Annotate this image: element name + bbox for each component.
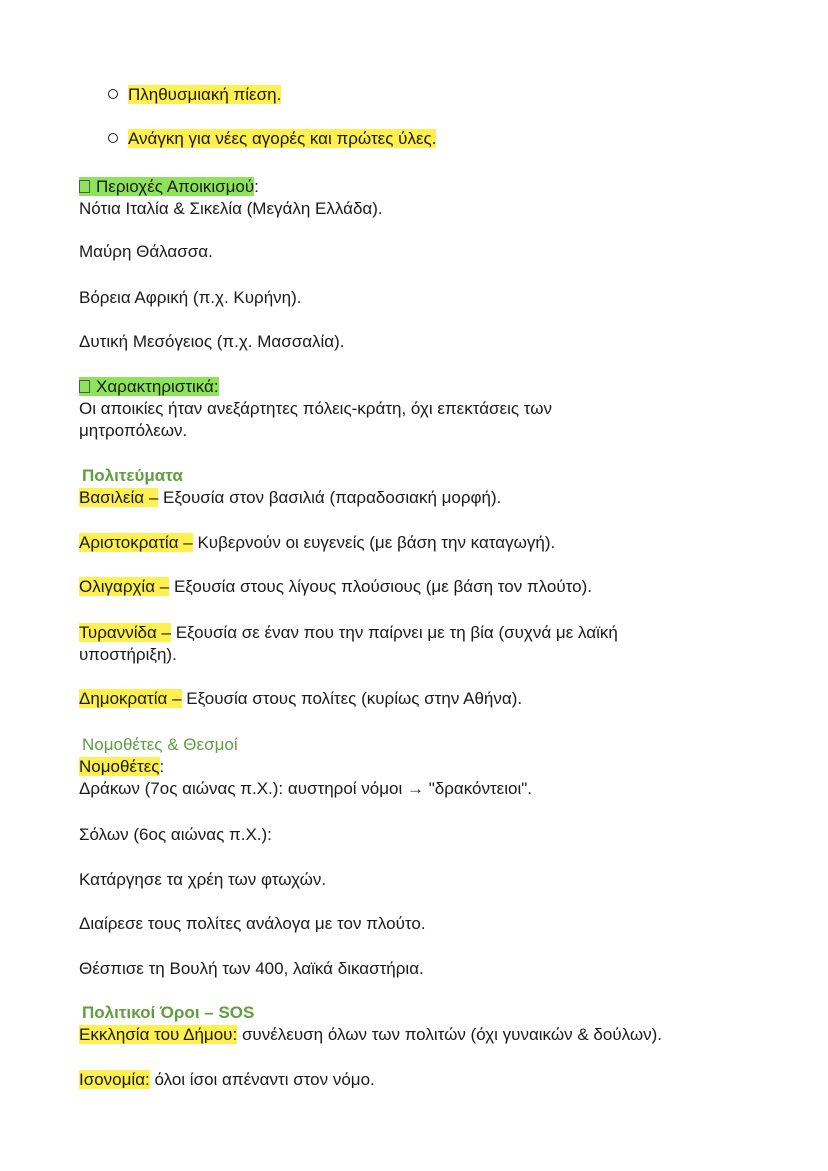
lawgivers-heading: Νομοθέτες & Θεσμοί: [82, 735, 238, 754]
bullet-item: [108, 128, 436, 150]
bullet-text: Πληθυσμιακή πίεση.: [128, 85, 282, 104]
polity-term: Βασιλεία –: [79, 488, 159, 507]
polity-item: [79, 532, 555, 554]
hollow-circle-bullet-icon: [108, 89, 118, 99]
polity-term: Δημοκρατία –: [79, 689, 182, 708]
term-item: [79, 1024, 662, 1046]
polity-item: [79, 688, 522, 710]
features-heading: Χαρακτηριστικά:: [79, 376, 219, 398]
areas-heading: Περιοχές Αποικισμού:: [79, 176, 259, 198]
solon-line: Σόλων (6ος αιώνας π.Χ.):: [79, 825, 272, 844]
features-text: Οι αποικίες ήταν ανεξάρτητες πόλεις-κράτη, όχι επεκτάσεις των μητροπόλεων.: [79, 399, 553, 440]
polity-desc: Εξουσία σε έναν που την παίρνει με τη βία (συχνά με λαϊκή υποστήριξη).: [79, 623, 618, 664]
polity-term: Ολιγαρχία –: [79, 577, 170, 596]
polity-item: [79, 487, 501, 509]
area-item: Δυτική Μεσόγειος (π.χ. Μασσαλία).: [79, 332, 345, 351]
polity-term: Αριστοκρατία –: [79, 533, 193, 552]
polity-desc: Εξουσία στους πολίτες (κυρίως στην Αθήνα).: [181, 689, 523, 708]
area-item: Βόρεια Αφρική (π.χ. Κυρήνη).: [79, 288, 302, 307]
polity-item: [79, 576, 592, 598]
solon-reform: Κατάργησε τα χρέη των φτωχών.: [79, 870, 327, 889]
term-name: Ισονομία:: [79, 1070, 150, 1089]
polity-desc: Εξουσία στον βασιλιά (παραδοσιακή μορφή).: [158, 488, 502, 507]
polity-term: Τυραννίδα –: [79, 623, 171, 642]
draco-line: Δράκων (7ος αιώνας π.Χ.): αυστηροί νόμοι → "δρακόντειοι".: [79, 779, 533, 798]
lawgivers-subheading: Νομοθέτες:: [79, 757, 165, 776]
checkbox-icon: [79, 180, 90, 193]
term-item: [79, 1069, 375, 1091]
bullet-text: Ανάγκη για νέες αγορές και πρώτες ύλες.: [128, 129, 437, 148]
term-desc: όλοι ίσοι απέναντι στον νόμο.: [149, 1070, 375, 1089]
terms-heading: Πολιτικοί Όροι – SOS: [82, 1003, 255, 1022]
checkbox-icon: [79, 380, 90, 393]
polity-item: [79, 622, 719, 666]
solon-reform: Θέσπισε τη Βουλή των 400, λαϊκά δικαστήρια.: [79, 959, 424, 978]
polities-heading: Πολιτεύματα: [82, 466, 183, 485]
bullet-item: [108, 84, 281, 106]
hollow-circle-bullet-icon: [108, 133, 118, 143]
polity-desc: Εξουσία στους λίγους πλούσιους (με βάση τον πλούτο).: [169, 577, 592, 596]
polity-desc: Κυβερνούν οι ευγενείς (με βάση την καταγωγή).: [192, 533, 556, 552]
term-desc: συνέλευση όλων των πολιτών (όχι γυναικών & δούλων).: [237, 1025, 663, 1044]
term-name: Εκκλησία του Δήμου:: [79, 1025, 238, 1044]
area-item: Νότια Ιταλία & Σικελία (Μεγάλη Ελλάδα).: [79, 199, 383, 218]
solon-reform: Διαίρεσε τους πολίτες ανάλογα με τον πλούτο.: [79, 914, 426, 933]
area-item: Μαύρη Θάλασσα.: [79, 242, 213, 261]
